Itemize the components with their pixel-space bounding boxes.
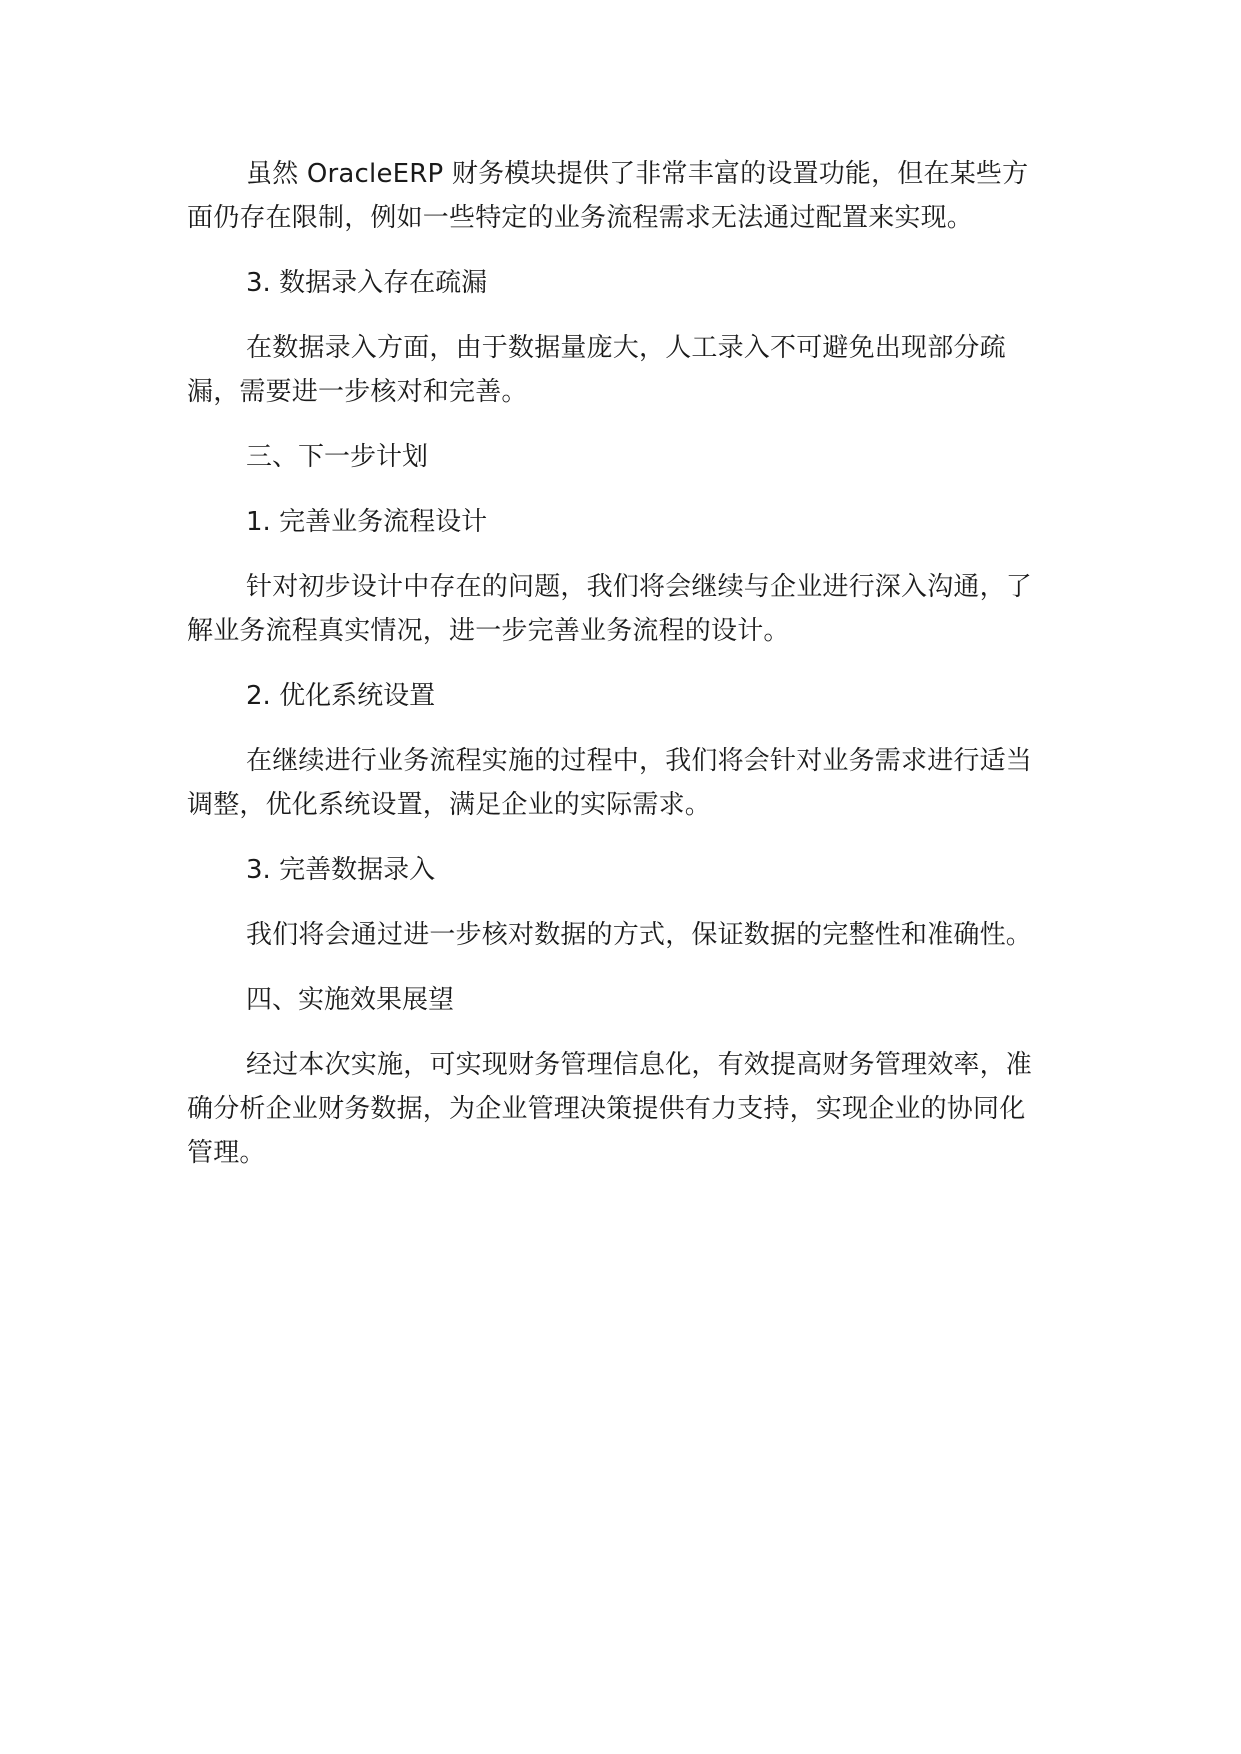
heading-improve-process-design: 1. 完善业务流程设计	[246, 507, 488, 537]
document-body	[187, 152, 1067, 1196]
heading-optimize-settings: 2. 优化系统设置	[246, 681, 436, 711]
paragraph-improve-process-design: 针对初步设计中存在的问题，我们将会继续与企业进行深入沟通，了解业务流程真实情况，进一步完善业务流程的设计。	[187, 572, 1033, 646]
paragraph-optimize-settings: 在继续进行业务流程实施的过程中，我们将会针对业务需求进行适当调整，优化系统设置，满足企业的实际需求。	[187, 746, 1033, 820]
paragraph-data-entry-gaps: 在数据录入方面，由于数据量庞大，人工录入不可避免出现部分疏漏，需要进一步核对和完善。	[187, 333, 1006, 407]
heading-data-entry-gaps: 3. 数据录入存在疏漏	[246, 268, 488, 298]
heading-outlook: 四、实施效果展望	[246, 985, 455, 1015]
paragraph-outlook: 经过本次实施，可实现财务管理信息化，有效提高财务管理效率，准确分析企业财务数据，为企业管理决策提供有力支持，实现企业的协同化管理。	[187, 1050, 1033, 1168]
paragraph-oracle-limitations: 虽然 OracleERP 财务模块提供了非常丰富的设置功能，但在某些方面仍存在限制，例如一些特定的业务流程需求无法通过配置来实现。	[187, 159, 1029, 233]
heading-next-steps: 三、下一步计划	[246, 442, 429, 472]
heading-improve-data-entry: 3. 完善数据录入	[246, 855, 436, 885]
paragraph-improve-data-entry: 我们将会通过进一步核对数据的方式，保证数据的完整性和准确性。	[246, 920, 1033, 950]
